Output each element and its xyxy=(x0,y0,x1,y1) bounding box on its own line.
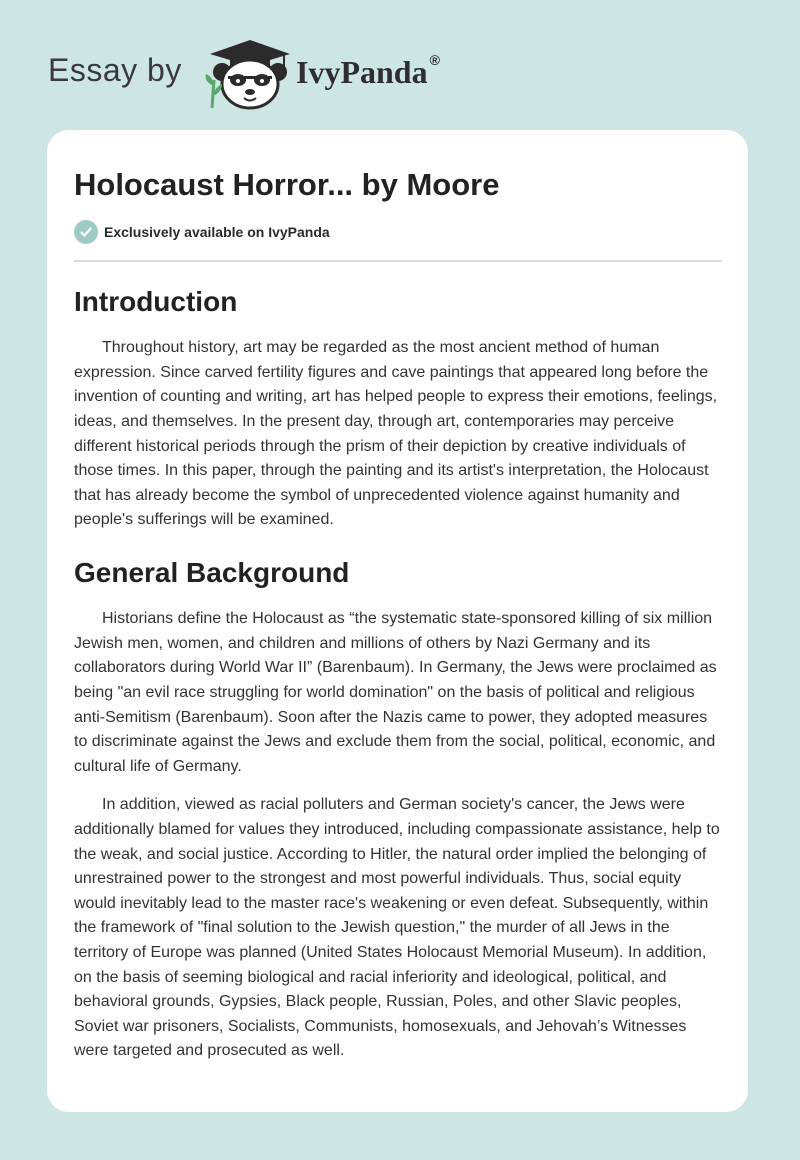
essay-by-label: Essay by xyxy=(48,52,182,88)
background-paragraph-1: Historians define the Holocaust as “the systematic state-sponsored killing of six million Jewish men, women, and children and millions of others by Nazi Germany and its collaborators during World War II” (Barenbaum). In Germany, the Jews were proclaimed as being "an evil race struggling for world domination" on the basis of political and religious anti-Semitism (Barenbaum). Soon after the Nazis came to power, they adopted measures to discriminate against the Jews and exclude them from the social, political, economic, and cultural life of Germany. xyxy=(74,610,717,775)
essay-card xyxy=(47,130,748,1112)
section-heading-introduction: Introduction xyxy=(74,286,238,318)
exclusive-badge-text: Exclusively available on IvyPanda xyxy=(104,224,330,241)
brand-name[interactable]: IvyPanda ® xyxy=(296,52,440,90)
background-paragraph-2: In addition, viewed as racial polluters and German society's cancer, the Jews were additionally blamed for values they introduced, including compassionate assistance, help to the weak, and social justice. According to Hitler, the natural order implied the belonging of unrestrained power to the strongest and most powerful individuals. Thus, social equity would inevitably lead to the master race's weakening or even defeat. Subsequently, within the framework of "final solution to the Jewish question," the murder of all Jews in the territory of Europe was planned (United States Holocaust Memorial Museum). In addition, on the basis of seeming biological and racial inferiority and ideological, political, and behavioral grounds, Gypsies, Black people, Russian, Poles, and other Slavic peoples, Soviet war prisoners, Socialists, Communists, homosexuals, and Jehovah’s Witnesses were targeted and prosecuted as well. xyxy=(74,796,720,1060)
panda-graduation-cap-logo[interactable] xyxy=(200,36,292,110)
essay-title: Holocaust Horror... by Moore xyxy=(74,167,500,202)
site-header xyxy=(0,0,800,130)
check-circle-icon xyxy=(74,220,98,244)
exclusive-badge xyxy=(74,220,722,262)
introduction-paragraph: Throughout history, art may be regarded as the most ancient method of human expression. Since carved fertility figures and cave paintings that appeared long before the invention of counting and writing, art has helped people to express their emotions, feelings, ideas, and themselves. In the present day, through art, contemporaries may perceive different historical periods through the prism of their depiction by creative individuals of those times. In this paper, through the painting and its artist's interpretation, the Holocaust that has already become the symbol of unprecedented violence against humanity and people's sufferings will be examined. xyxy=(74,339,718,529)
section-heading-general-background: General Background xyxy=(74,557,350,589)
